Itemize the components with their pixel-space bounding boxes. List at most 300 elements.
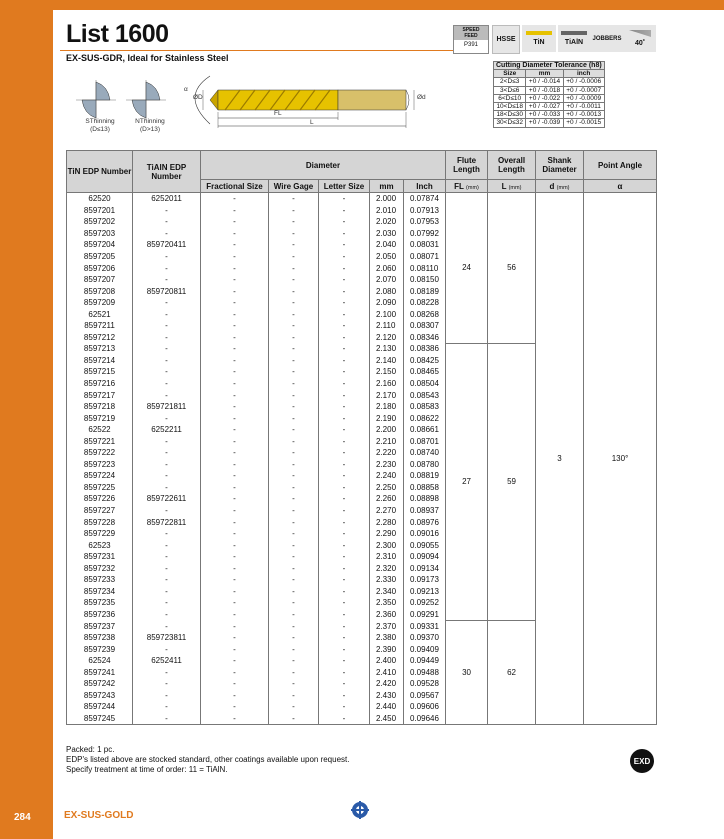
tin-edp-cell: 8597241: [67, 666, 133, 678]
osg-logo-icon: [350, 800, 370, 820]
inch-cell: 0.08740: [404, 447, 446, 459]
wire-gage-cell: -: [269, 251, 319, 263]
speed-feed-box: [453, 25, 489, 54]
letter-cell: -: [319, 701, 370, 713]
inch-cell: 0.08622: [404, 412, 446, 424]
fractional-cell: -: [201, 251, 269, 263]
fractional-cell: -: [201, 505, 269, 517]
fractional-cell: -: [201, 424, 269, 436]
tin-edp-cell: 8597233: [67, 574, 133, 586]
inch-cell: 0.07874: [404, 193, 446, 205]
inch-cell: 0.09291: [404, 609, 446, 621]
letter-cell: -: [319, 239, 370, 251]
inch-cell: 0.09370: [404, 632, 446, 644]
letter-cell: -: [319, 563, 370, 575]
letter-cell: -: [319, 713, 370, 725]
tialn-edp-cell: -: [133, 447, 201, 459]
wire-gage-cell: -: [269, 228, 319, 240]
fractional-cell: -: [201, 297, 269, 309]
tialn-edp-cell: -: [133, 320, 201, 332]
wire-gage-cell: -: [269, 366, 319, 378]
header-fractional: Fractional Size: [201, 180, 269, 193]
mm-cell: 2.210: [370, 435, 404, 447]
mm-cell: 2.400: [370, 655, 404, 667]
tin-edp-cell: 8597235: [67, 597, 133, 609]
letter-cell: -: [319, 343, 370, 355]
letter-cell: -: [319, 493, 370, 505]
notes: [66, 745, 349, 775]
tialn-edp-cell: -: [133, 378, 201, 390]
inch-cell: 0.09646: [404, 713, 446, 725]
tialn-edp-cell: 859722811: [133, 516, 201, 528]
tialn-edp-cell: 6252011: [133, 193, 201, 205]
wire-gage-cell: -: [269, 378, 319, 390]
tin-edp-cell: 8597232: [67, 563, 133, 575]
tialn-edp-cell: -: [133, 389, 201, 401]
wire-gage-cell: -: [269, 516, 319, 528]
inch-cell: 0.08701: [404, 435, 446, 447]
wire-gage-cell: -: [269, 355, 319, 367]
letter-cell: -: [319, 459, 370, 471]
mm-cell: 2.270: [370, 505, 404, 517]
letter-cell: -: [319, 620, 370, 632]
fractional-cell: -: [201, 516, 269, 528]
mm-cell: 2.000: [370, 193, 404, 205]
tolerance-header-mm: mm: [526, 70, 563, 78]
mm-cell: 2.260: [370, 493, 404, 505]
tolerance-row: [494, 111, 605, 119]
fractional-cell: -: [201, 401, 269, 413]
header-flute-length: Flute Length: [446, 151, 488, 180]
tialn-edp-cell: -: [133, 366, 201, 378]
product-table: [66, 150, 657, 725]
tolerance-inch: +0 / -0.0011: [563, 103, 604, 111]
tialn-edp-cell: 859720811: [133, 285, 201, 297]
exd-badge: EXD: [630, 749, 654, 773]
inch-cell: 0.07992: [404, 228, 446, 240]
tin-edp-cell: 62524: [67, 655, 133, 667]
wire-gage-cell: -: [269, 551, 319, 563]
tialn-edp-cell: 6252411: [133, 655, 201, 667]
tolerance-mm: +0 / -0.039: [526, 119, 563, 127]
tialn-label: TiAlN: [564, 39, 584, 46]
fractional-cell: -: [201, 239, 269, 251]
wire-gage-cell: -: [269, 459, 319, 471]
tin-edp-cell: 62522: [67, 424, 133, 436]
letter-cell: -: [319, 366, 370, 378]
letter-cell: -: [319, 528, 370, 540]
letter-cell: -: [319, 274, 370, 286]
letter-cell: -: [319, 482, 370, 494]
header-diameter: Diameter: [201, 151, 446, 180]
tin-edp-cell: 8597216: [67, 378, 133, 390]
wire-gage-cell: -: [269, 713, 319, 725]
inch-cell: 0.08071: [404, 251, 446, 263]
mm-cell: 2.350: [370, 597, 404, 609]
tin-edp-cell: 8597209: [67, 297, 133, 309]
mm-cell: 2.420: [370, 678, 404, 690]
fractional-cell: -: [201, 228, 269, 240]
tialn-edp-cell: -: [133, 713, 201, 725]
overall-length-cell: 56: [488, 193, 536, 344]
fractional-cell: -: [201, 205, 269, 217]
tin-edp-cell: 8597208: [67, 285, 133, 297]
fractional-cell: -: [201, 551, 269, 563]
flute-length-cell: 30: [446, 620, 488, 724]
tolerance-row: [494, 86, 605, 94]
wire-gage-cell: -: [269, 632, 319, 644]
inch-cell: 0.08268: [404, 308, 446, 320]
letter-cell: -: [319, 597, 370, 609]
jobbers-label: JOBBERS: [592, 35, 622, 42]
fractional-cell: -: [201, 666, 269, 678]
tin-edp-cell: 8597239: [67, 643, 133, 655]
wire-gage-cell: -: [269, 447, 319, 459]
mm-cell: 2.310: [370, 551, 404, 563]
tialn-edp-cell: -: [133, 297, 201, 309]
wire-gage-cell: -: [269, 620, 319, 632]
tin-edp-cell: 8597202: [67, 216, 133, 228]
wire-gage-cell: -: [269, 308, 319, 320]
header-mm: mm: [370, 180, 404, 193]
tin-edp-cell: 8597234: [67, 586, 133, 598]
letter-cell: -: [319, 551, 370, 563]
mm-cell: 2.060: [370, 262, 404, 274]
tin-edp-cell: 8597201: [67, 205, 133, 217]
inch-cell: 0.08031: [404, 239, 446, 251]
tialn-edp-cell: -: [133, 412, 201, 424]
flute-length-label: FL: [274, 110, 282, 117]
wire-gage-cell: -: [269, 239, 319, 251]
letter-cell: -: [319, 643, 370, 655]
wire-gage-cell: -: [269, 643, 319, 655]
wire-gage-cell: -: [269, 528, 319, 540]
inch-cell: 0.08465: [404, 366, 446, 378]
fractional-cell: -: [201, 609, 269, 621]
tin-edp-cell: 8597211: [67, 320, 133, 332]
inch-cell: 0.08780: [404, 459, 446, 471]
tialn-edp-cell: -: [133, 505, 201, 517]
tolerance-row: [494, 94, 605, 102]
tolerance-mm: +0 / -0.022: [526, 94, 563, 102]
wire-gage-cell: -: [269, 586, 319, 598]
alpha-label: α: [184, 86, 188, 93]
tialn-edp-cell: -: [133, 597, 201, 609]
wire-gage-cell: -: [269, 574, 319, 586]
header-d-unit: d (mm): [536, 180, 584, 193]
wire-gage-cell: -: [269, 655, 319, 667]
tin-edp-cell: 8597222: [67, 447, 133, 459]
mm-cell: 2.080: [370, 285, 404, 297]
fractional-cell: -: [201, 366, 269, 378]
fractional-cell: -: [201, 563, 269, 575]
mm-cell: 2.100: [370, 308, 404, 320]
overall-length-label: L: [310, 119, 314, 126]
point-angle-cell: 130°: [584, 193, 657, 725]
tialn-edp-cell: -: [133, 459, 201, 471]
inch-cell: 0.09488: [404, 666, 446, 678]
tialn-edp-cell: -: [133, 482, 201, 494]
helix-angle-box: [624, 25, 656, 52]
wire-gage-cell: -: [269, 493, 319, 505]
fractional-cell: -: [201, 643, 269, 655]
tialn-edp-cell: 859721811: [133, 401, 201, 413]
n-thinning-label: NThinning (D>13): [135, 118, 165, 133]
tialn-edp-cell: -: [133, 666, 201, 678]
inch-cell: 0.09449: [404, 655, 446, 667]
fractional-cell: -: [201, 378, 269, 390]
fractional-cell: -: [201, 355, 269, 367]
tolerance-size: 3<D≤6: [494, 86, 526, 94]
mm-cell: 2.020: [370, 216, 404, 228]
tin-edp-cell: 8597215: [67, 366, 133, 378]
wire-gage-cell: -: [269, 690, 319, 702]
inch-cell: 0.08858: [404, 482, 446, 494]
tialn-edp-cell: -: [133, 609, 201, 621]
wire-gage-cell: -: [269, 424, 319, 436]
tolerance-inch: +0 / -0.0013: [563, 111, 604, 119]
tolerance-header-inch: inch: [563, 70, 604, 78]
mm-cell: 2.140: [370, 355, 404, 367]
letter-cell: -: [319, 678, 370, 690]
tialn-edp-cell: -: [133, 216, 201, 228]
page-number: 284: [14, 812, 31, 823]
letter-cell: -: [319, 447, 370, 459]
inch-cell: 0.09094: [404, 551, 446, 563]
wire-gage-cell: -: [269, 343, 319, 355]
wire-gage-cell: -: [269, 274, 319, 286]
drill-diagram-icon: [60, 66, 490, 146]
mm-cell: 2.090: [370, 297, 404, 309]
fractional-cell: -: [201, 435, 269, 447]
cutting-diameter-label: ØD: [193, 94, 203, 101]
tialn-edp-cell: -: [133, 574, 201, 586]
header-overall-length: Overall Length: [488, 151, 536, 180]
inch-cell: 0.07913: [404, 205, 446, 217]
letter-cell: -: [319, 251, 370, 263]
mm-cell: 2.220: [370, 447, 404, 459]
drill-drawing: [60, 66, 490, 146]
inch-cell: 0.08819: [404, 470, 446, 482]
tolerance-size: 2<D≤3: [494, 78, 526, 86]
tialn-edp-cell: -: [133, 274, 201, 286]
letter-cell: -: [319, 308, 370, 320]
tialn-edp-cell: -: [133, 435, 201, 447]
tialn-edp-cell: -: [133, 251, 201, 263]
tin-edp-cell: 8597225: [67, 482, 133, 494]
mm-cell: 2.360: [370, 609, 404, 621]
header-l-unit: L (mm): [488, 180, 536, 193]
helix-label: 40˚: [634, 40, 646, 47]
letter-cell: -: [319, 632, 370, 644]
tialn-edp-cell: -: [133, 586, 201, 598]
mm-cell: 2.230: [370, 459, 404, 471]
tin-edp-cell: 8597219: [67, 412, 133, 424]
mm-cell: 2.340: [370, 586, 404, 598]
tin-coating-box: [522, 25, 556, 52]
tialn-edp-cell: 859723811: [133, 632, 201, 644]
tolerance-mm: +0 / -0.018: [526, 86, 563, 94]
tin-edp-cell: 8597244: [67, 701, 133, 713]
tialn-edp-cell: -: [133, 701, 201, 713]
tolerance-inch: +0 / -0.0006: [563, 78, 604, 86]
wire-gage-cell: -: [269, 539, 319, 551]
tin-edp-cell: 8597231: [67, 551, 133, 563]
mm-cell: 2.130: [370, 343, 404, 355]
tialn-edp-cell: -: [133, 205, 201, 217]
letter-cell: -: [319, 378, 370, 390]
wire-gage-cell: -: [269, 216, 319, 228]
letter-cell: -: [319, 297, 370, 309]
tolerance-row: [494, 119, 605, 127]
letter-cell: -: [319, 412, 370, 424]
wire-gage-cell: -: [269, 297, 319, 309]
overall-length-cell: 62: [488, 620, 536, 724]
tolerance-row: [494, 103, 605, 111]
tolerance-header-size: Size: [494, 70, 526, 78]
inch-cell: 0.09606: [404, 701, 446, 713]
tin-edp-cell: 8597221: [67, 435, 133, 447]
fractional-cell: -: [201, 193, 269, 205]
fractional-cell: -: [201, 262, 269, 274]
mm-cell: 2.180: [370, 401, 404, 413]
mm-cell: 2.320: [370, 563, 404, 575]
tin-edp-cell: 8597217: [67, 389, 133, 401]
wire-gage-cell: -: [269, 678, 319, 690]
tolerance-inch: +0 / -0.0015: [563, 119, 604, 127]
letter-cell: -: [319, 355, 370, 367]
inch-cell: 0.08307: [404, 320, 446, 332]
overall-length-cell: 59: [488, 343, 536, 620]
tin-edp-cell: 8597245: [67, 713, 133, 725]
fractional-cell: -: [201, 690, 269, 702]
s-thinning-label: SThinning (D≤13): [85, 118, 115, 133]
inch-cell: 0.08661: [404, 424, 446, 436]
tool-material-box: [492, 25, 520, 54]
mm-cell: 2.380: [370, 632, 404, 644]
letter-cell: -: [319, 470, 370, 482]
tin-edp-cell: 8597224: [67, 470, 133, 482]
mm-cell: 2.170: [370, 389, 404, 401]
tin-edp-cell: 8597218: [67, 401, 133, 413]
tin-edp-cell: 8597213: [67, 343, 133, 355]
tialn-edp-cell: -: [133, 228, 201, 240]
fractional-cell: -: [201, 620, 269, 632]
mm-cell: 2.430: [370, 690, 404, 702]
letter-cell: -: [319, 666, 370, 678]
tialn-edp-cell: -: [133, 620, 201, 632]
inch-cell: 0.08228: [404, 297, 446, 309]
tolerance-size: 6<D≤10: [494, 94, 526, 102]
fractional-cell: -: [201, 447, 269, 459]
header-fl-unit: FL (mm): [446, 180, 488, 193]
tialn-color-swatch: [561, 31, 587, 35]
letter-cell: -: [319, 205, 370, 217]
fractional-cell: -: [201, 459, 269, 471]
tin-color-swatch: [526, 31, 552, 35]
tin-edp-cell: 8597212: [67, 332, 133, 344]
page-subtitle: EX-SUS-GDR, Ideal for Stainless Steel: [66, 53, 229, 63]
letter-cell: -: [319, 586, 370, 598]
tialn-edp-cell: -: [133, 332, 201, 344]
letter-cell: -: [319, 216, 370, 228]
tin-edp-cell: 8597228: [67, 516, 133, 528]
tin-edp-cell: 8597242: [67, 678, 133, 690]
inch-cell: 0.09331: [404, 620, 446, 632]
tialn-edp-cell: -: [133, 563, 201, 575]
tin-edp-cell: 8597205: [67, 251, 133, 263]
inch-cell: 0.09409: [404, 643, 446, 655]
header-inch: Inch: [404, 180, 446, 193]
mm-cell: 2.330: [370, 574, 404, 586]
fractional-cell: -: [201, 412, 269, 424]
mm-cell: 2.450: [370, 713, 404, 725]
mm-cell: 2.050: [370, 251, 404, 263]
letter-cell: -: [319, 424, 370, 436]
header-letter: Letter Size: [319, 180, 370, 193]
wire-gage-cell: -: [269, 320, 319, 332]
inch-cell: 0.08504: [404, 378, 446, 390]
tin-edp-cell: 8597237: [67, 620, 133, 632]
inch-cell: 0.09213: [404, 586, 446, 598]
tin-edp-cell: 8597236: [67, 609, 133, 621]
inch-cell: 0.09055: [404, 539, 446, 551]
wire-gage-cell: -: [269, 597, 319, 609]
fractional-cell: -: [201, 470, 269, 482]
header-tin-edp: TiN EDP Number: [67, 151, 133, 193]
mm-cell: 2.370: [370, 620, 404, 632]
helix-icon: [629, 30, 651, 37]
n-thinning-icon: [126, 80, 166, 120]
letter-cell: -: [319, 193, 370, 205]
mm-cell: 2.240: [370, 470, 404, 482]
inch-cell: 0.08110: [404, 262, 446, 274]
fractional-cell: -: [201, 493, 269, 505]
mm-cell: 2.300: [370, 539, 404, 551]
letter-cell: -: [319, 228, 370, 240]
fractional-cell: -: [201, 320, 269, 332]
tin-edp-cell: 8597227: [67, 505, 133, 517]
tolerance-inch: +0 / -0.0007: [563, 86, 604, 94]
inch-cell: 0.08189: [404, 285, 446, 297]
mm-cell: 2.410: [370, 666, 404, 678]
mm-cell: 2.390: [370, 643, 404, 655]
tolerance-mm: +0 / -0.014: [526, 78, 563, 86]
letter-cell: -: [319, 401, 370, 413]
inch-cell: 0.08898: [404, 493, 446, 505]
note-treatment: Specify treatment at time of order: 11 = TiAlN.: [66, 765, 228, 774]
fractional-cell: -: [201, 308, 269, 320]
tialn-edp-cell: 859720411: [133, 239, 201, 251]
inch-cell: 0.08543: [404, 389, 446, 401]
letter-cell: -: [319, 435, 370, 447]
fractional-cell: -: [201, 482, 269, 494]
fractional-cell: -: [201, 285, 269, 297]
s-thinning-icon: [76, 80, 116, 120]
tialn-edp-cell: -: [133, 678, 201, 690]
tialn-edp-cell: -: [133, 470, 201, 482]
tolerance-mm: +0 / -0.027: [526, 103, 563, 111]
fractional-cell: -: [201, 632, 269, 644]
fractional-cell: -: [201, 678, 269, 690]
tin-edp-cell: 8597243: [67, 690, 133, 702]
letter-cell: -: [319, 609, 370, 621]
wire-gage-cell: -: [269, 701, 319, 713]
fractional-cell: -: [201, 597, 269, 609]
inch-cell: 0.08976: [404, 516, 446, 528]
inch-cell: 0.08150: [404, 274, 446, 286]
letter-cell: -: [319, 262, 370, 274]
